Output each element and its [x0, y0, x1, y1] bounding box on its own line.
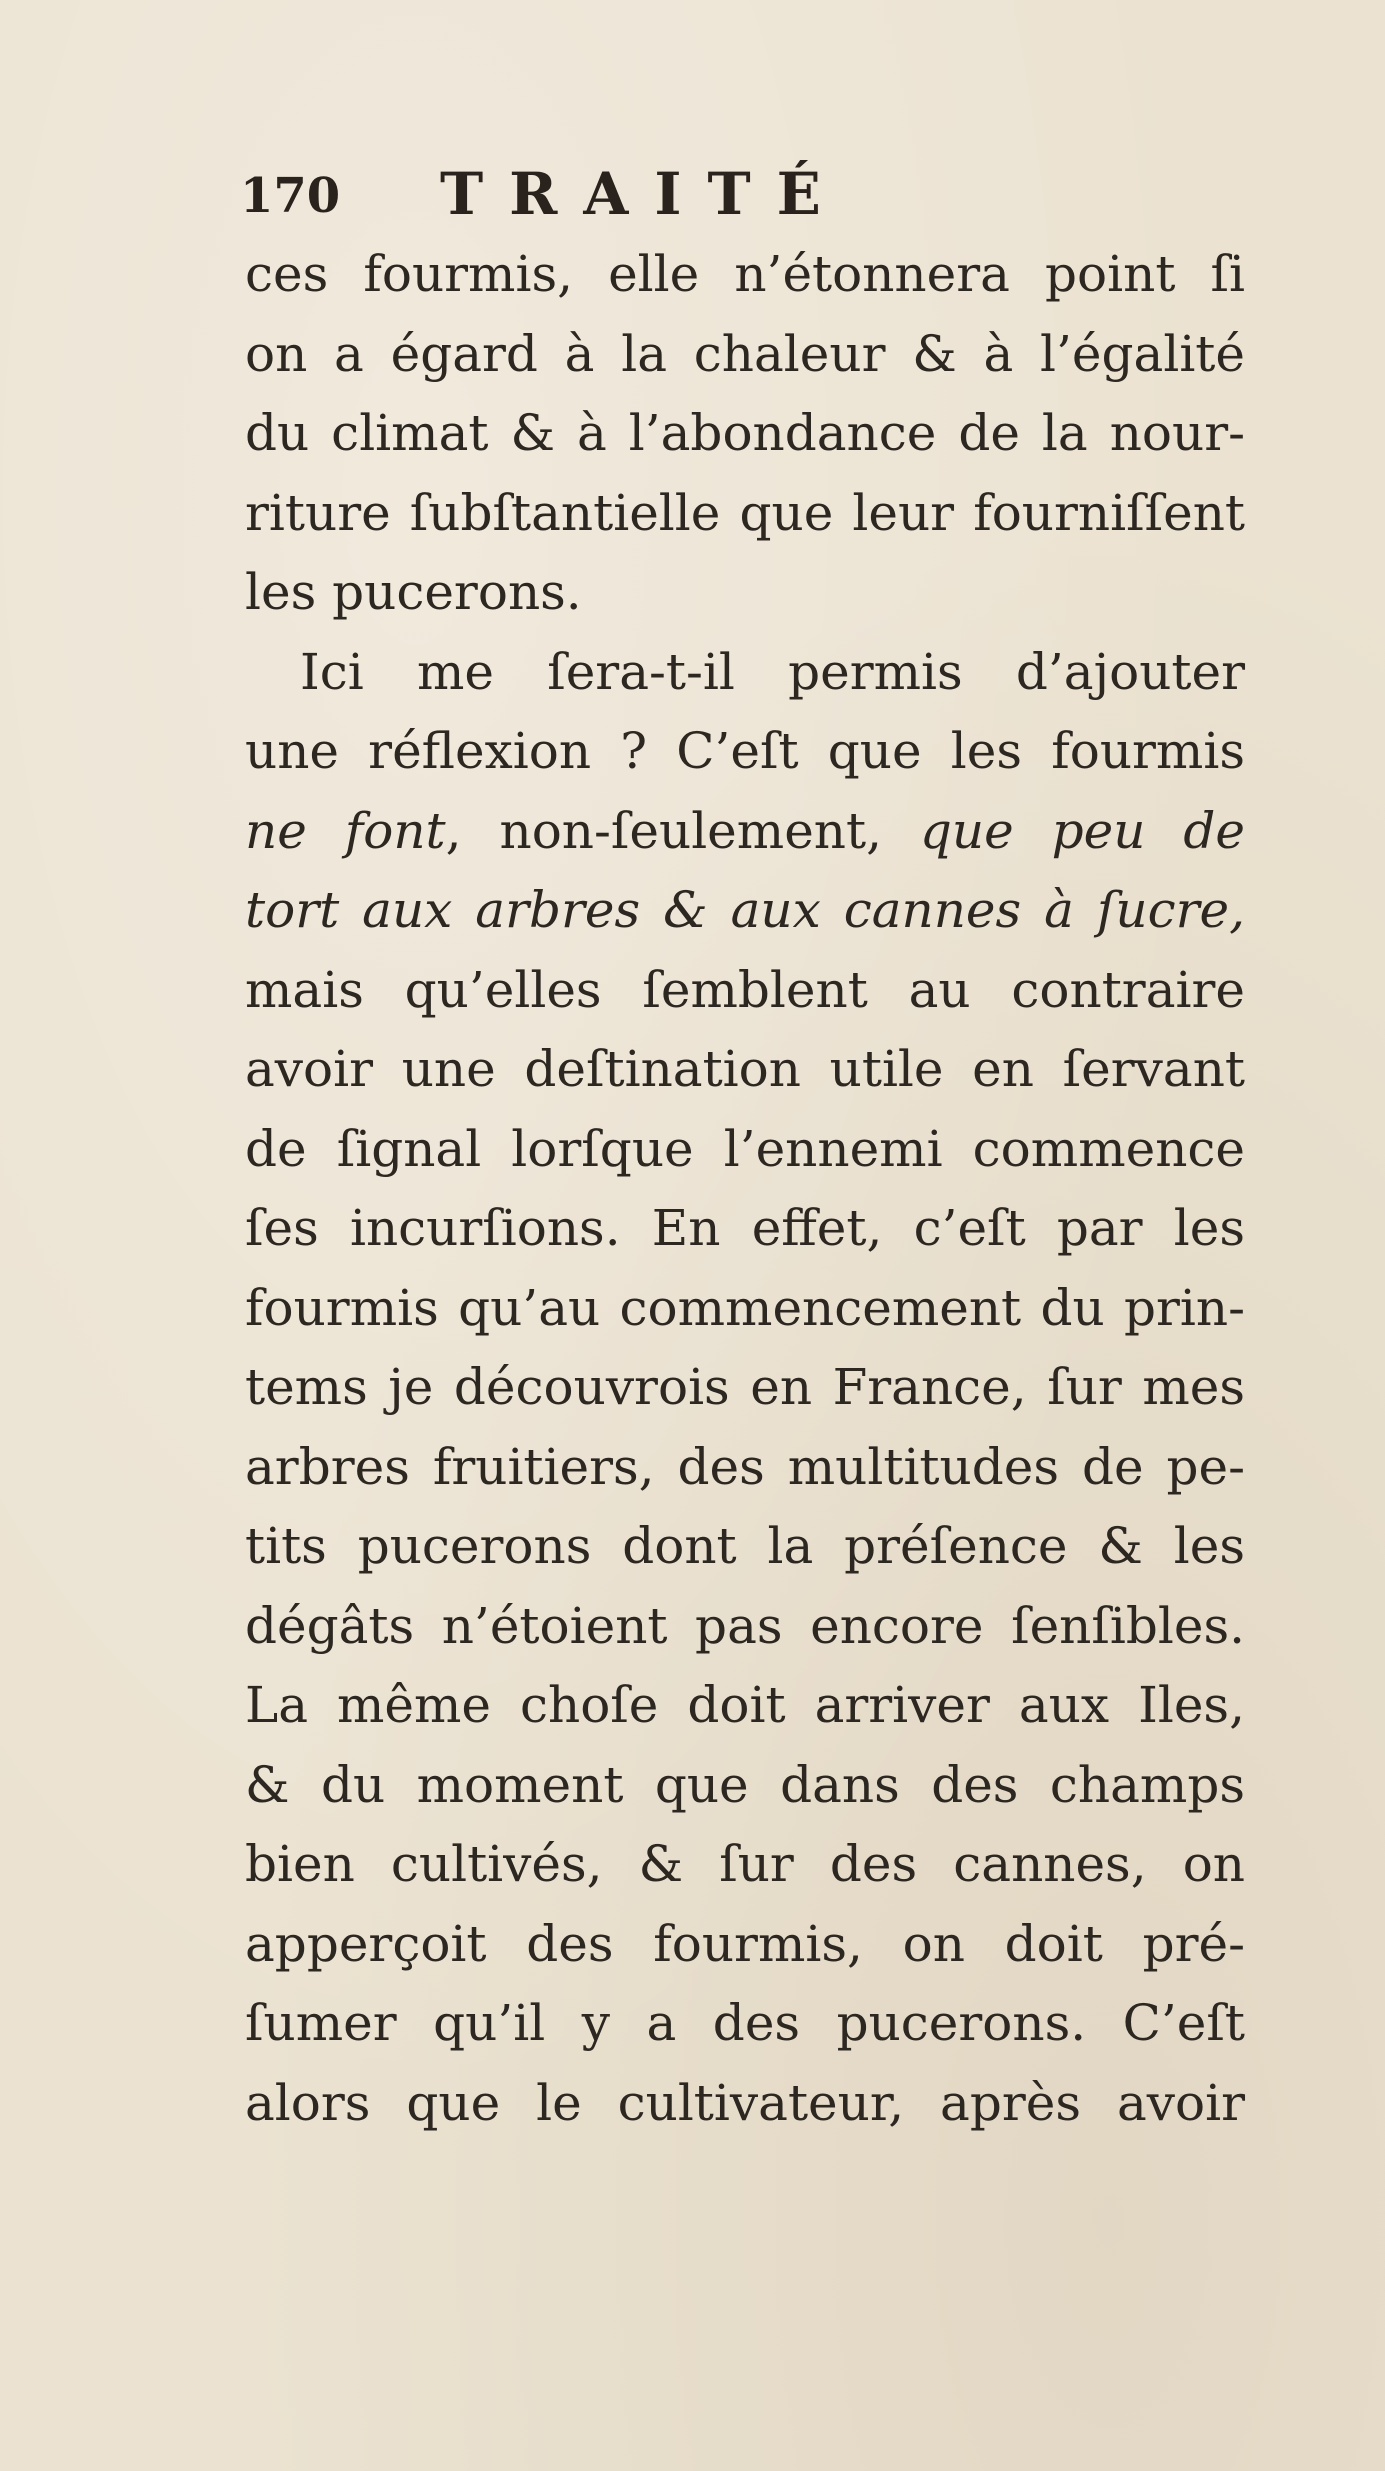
text-line: ces fourmis, elle n’étonnera point ſi	[245, 245, 1245, 303]
text-line: apperçoit des fourmis, on doit pré-	[245, 1914, 1245, 1973]
text-segment: ne font	[245, 801, 446, 860]
text-line: fourmis qu’au commencement du prin-	[245, 1278, 1245, 1337]
body-text	[245, 235, 1245, 2143]
text-line: ſes incurſions. En effet, c’eſt par les	[245, 1199, 1245, 1257]
text-line: bien cultivés, & ſur des cannes, on	[245, 1835, 1245, 1893]
text-line	[245, 792, 1245, 872]
text-line: une réflexion ? C’eſt que les fourmis	[245, 722, 1245, 780]
text-line: on a égard à la chaleur & à l’égalité	[245, 324, 1245, 383]
text-line: Ici me ſera-t-il permis d’ajouter	[300, 642, 1245, 701]
text-line: mais qu’elles ſemblent au contraire	[245, 960, 1245, 1019]
text-line: ſumer qu’il y a des pucerons. C’eſt	[245, 1994, 1245, 2052]
text-line: La même choſe doit arriver aux Iles,	[245, 1676, 1245, 1734]
text-line: les pucerons.	[245, 563, 582, 621]
running-head	[240, 160, 1040, 230]
text-line: alors que le cultivateur, après avoir	[245, 2073, 1245, 2132]
text-line: du climat & à l’abondance de la nour-	[245, 404, 1245, 462]
text-line: de ſignal lorſque l’ennemi commence	[245, 1119, 1245, 1178]
page-number: 170	[240, 168, 341, 224]
text-line: dégâts n’étoient pas encore ſenſibles.	[245, 1596, 1245, 1655]
text-line: riture ſubſtantielle que leur fourniſſent	[245, 483, 1245, 542]
text-segment: , non-ſeulement,	[445, 801, 920, 860]
text-line: tems je découvrois en France, ſur mes	[245, 1358, 1245, 1416]
text-line: & du moment que dans des champs	[245, 1755, 1245, 1814]
running-title: TRAITÉ	[440, 160, 847, 228]
text-line: tits pucerons dont la préſence & les	[245, 1517, 1245, 1575]
text-line: avoir une deſtination utile en ſervant	[245, 1040, 1245, 1098]
text-line: tort aux arbres & aux cannes à ſucre,	[245, 881, 1245, 939]
text-line: arbres fruitiers, des multitudes de pe-	[245, 1437, 1245, 1496]
text-segment: que peu de	[919, 801, 1246, 860]
